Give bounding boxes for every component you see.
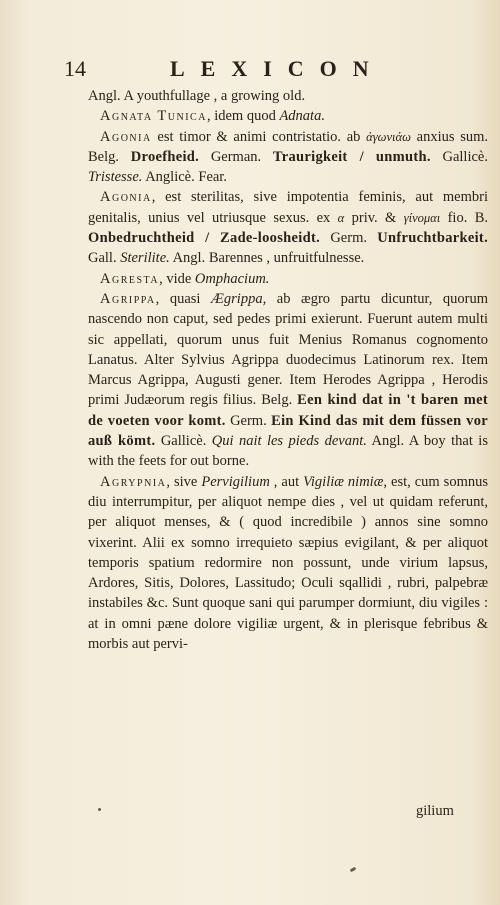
catchword: gilium: [416, 803, 454, 819]
italic-term: Vigiliæ nimiæ: [303, 473, 384, 490]
blackletter-german: Ein Kind das mit dem füssen vor auß kömt.: [88, 412, 488, 450]
blackletter-dutch: Onbedruchtheid / Zade-loosheidt.: [88, 230, 321, 247]
french-term: Sterilite.: [120, 250, 170, 267]
french-term: Tristesse.: [88, 169, 143, 186]
headword: Agresta: [100, 270, 160, 287]
page-header: [0, 54, 500, 88]
blackletter-dutch: Droefheid.: [130, 148, 200, 165]
headword: Agrippa: [100, 290, 156, 307]
cross-reference: Omphacium.: [194, 270, 270, 287]
headword: Agnata Tunica: [100, 108, 207, 125]
italic-term: Pervigilium: [201, 473, 270, 490]
greek-word: ἀγωνιάω: [366, 129, 411, 144]
entry-agrypnia: Agrypnia, sive Pervigilium , aut Vigiliæ nimiæ, est, cum somnus diu interrumpitur, per aliquot nempe dies , vel ut quidam referunt, per aliquot menses, & ( quod incredibile ) annos sine somno vixerint. Alii ex somno irrequieto sæpius evigilant, & per aliquot temporis spatium redormire non possunt, unde virium lapsus, Ardores, Sitis, Dolores, Lassitudo; Oculi sqallidi , rubri, palpebræ instabiles &c. Sunt quoque sani qui parumper dormiunt, diu vigiles : at in omni pæne dolore vigiliæ urgent, & in plerisque febribus & morbis aut pervi-: [88, 473, 488, 653]
running-title: LEXICON: [170, 56, 385, 81]
headword: Agonia: [100, 128, 152, 145]
greek-word: α: [337, 210, 345, 225]
italic-term: Ægrippa,: [211, 290, 267, 307]
headword: Agrypnia: [100, 473, 167, 490]
ink-mark: [98, 808, 101, 811]
entry-agrippa: Agrippa, quasi Ægrippa, ab ægro partu dicuntur, quorum nascendo non caput, sed pedes primi exierunt. Fuerunt autem multi sic appellati, quorum unus fuit Menius Romanus cognomento Lanatus. Alter Sylvius Agrippa duodecimus Latinorum rex. Item Marcus Agrippa, Augusti gener. Item Herodes Agrippa , Herodis primi Judæorum regis filius. Belg. Een kind dat in 't baren met de voeten voor komt. Germ. Ein Kind das mit dem füssen vor auß kömt. Gallicè. Qui nait les pieds devant. Angl. A boy that is with the feets for out borne.: [88, 290, 489, 470]
text-line: Angl. A youthfullage , a growing old.: [88, 88, 306, 104]
ink-mark: [350, 867, 357, 873]
headword: Agonia: [100, 189, 152, 206]
entry-agnata-tunica: Agnata Tunica, idem quod Adnata.: [100, 108, 325, 125]
cross-reference: Adnata.: [279, 108, 325, 125]
entry-agonia-2: Agonia, est sterilitas, sive impotentia feminis, aut membri genitalis, unius vel utriusque sexus. ex α priv. & γίνομαι fio. B. Onbedruchtheid / Zade-loosheidt. Germ. Unfruchtbarkeit. Gall. Sterilite. Angl. Barennes , unfruitfulnesse.: [88, 189, 489, 267]
greek-word: γίνομαι: [403, 210, 441, 225]
dictionary-text: [88, 86, 488, 654]
french-term: Qui nait les pieds devant.: [211, 433, 367, 450]
page-number: 14: [64, 56, 86, 81]
entry-continuation: [88, 86, 488, 106]
blackletter-german: Traurigkeit / unmuth.: [272, 148, 431, 165]
blackletter-dutch: Een kind dat in 't baren met de voeten voor komt.: [88, 392, 488, 429]
blackletter-german: Unfruchtbarkeit.: [377, 230, 488, 247]
entry-agonia-1: Agonia est timor & animi contristatio. ab ἀγωνιάω anxius sum. Belg. Droefheid. German. Traurigkeit / unmuth. Gallicè. Tristesse. Anglicè. Fear.: [88, 128, 489, 186]
entry-agresta: Agresta, vide Omphacium.: [100, 270, 270, 287]
